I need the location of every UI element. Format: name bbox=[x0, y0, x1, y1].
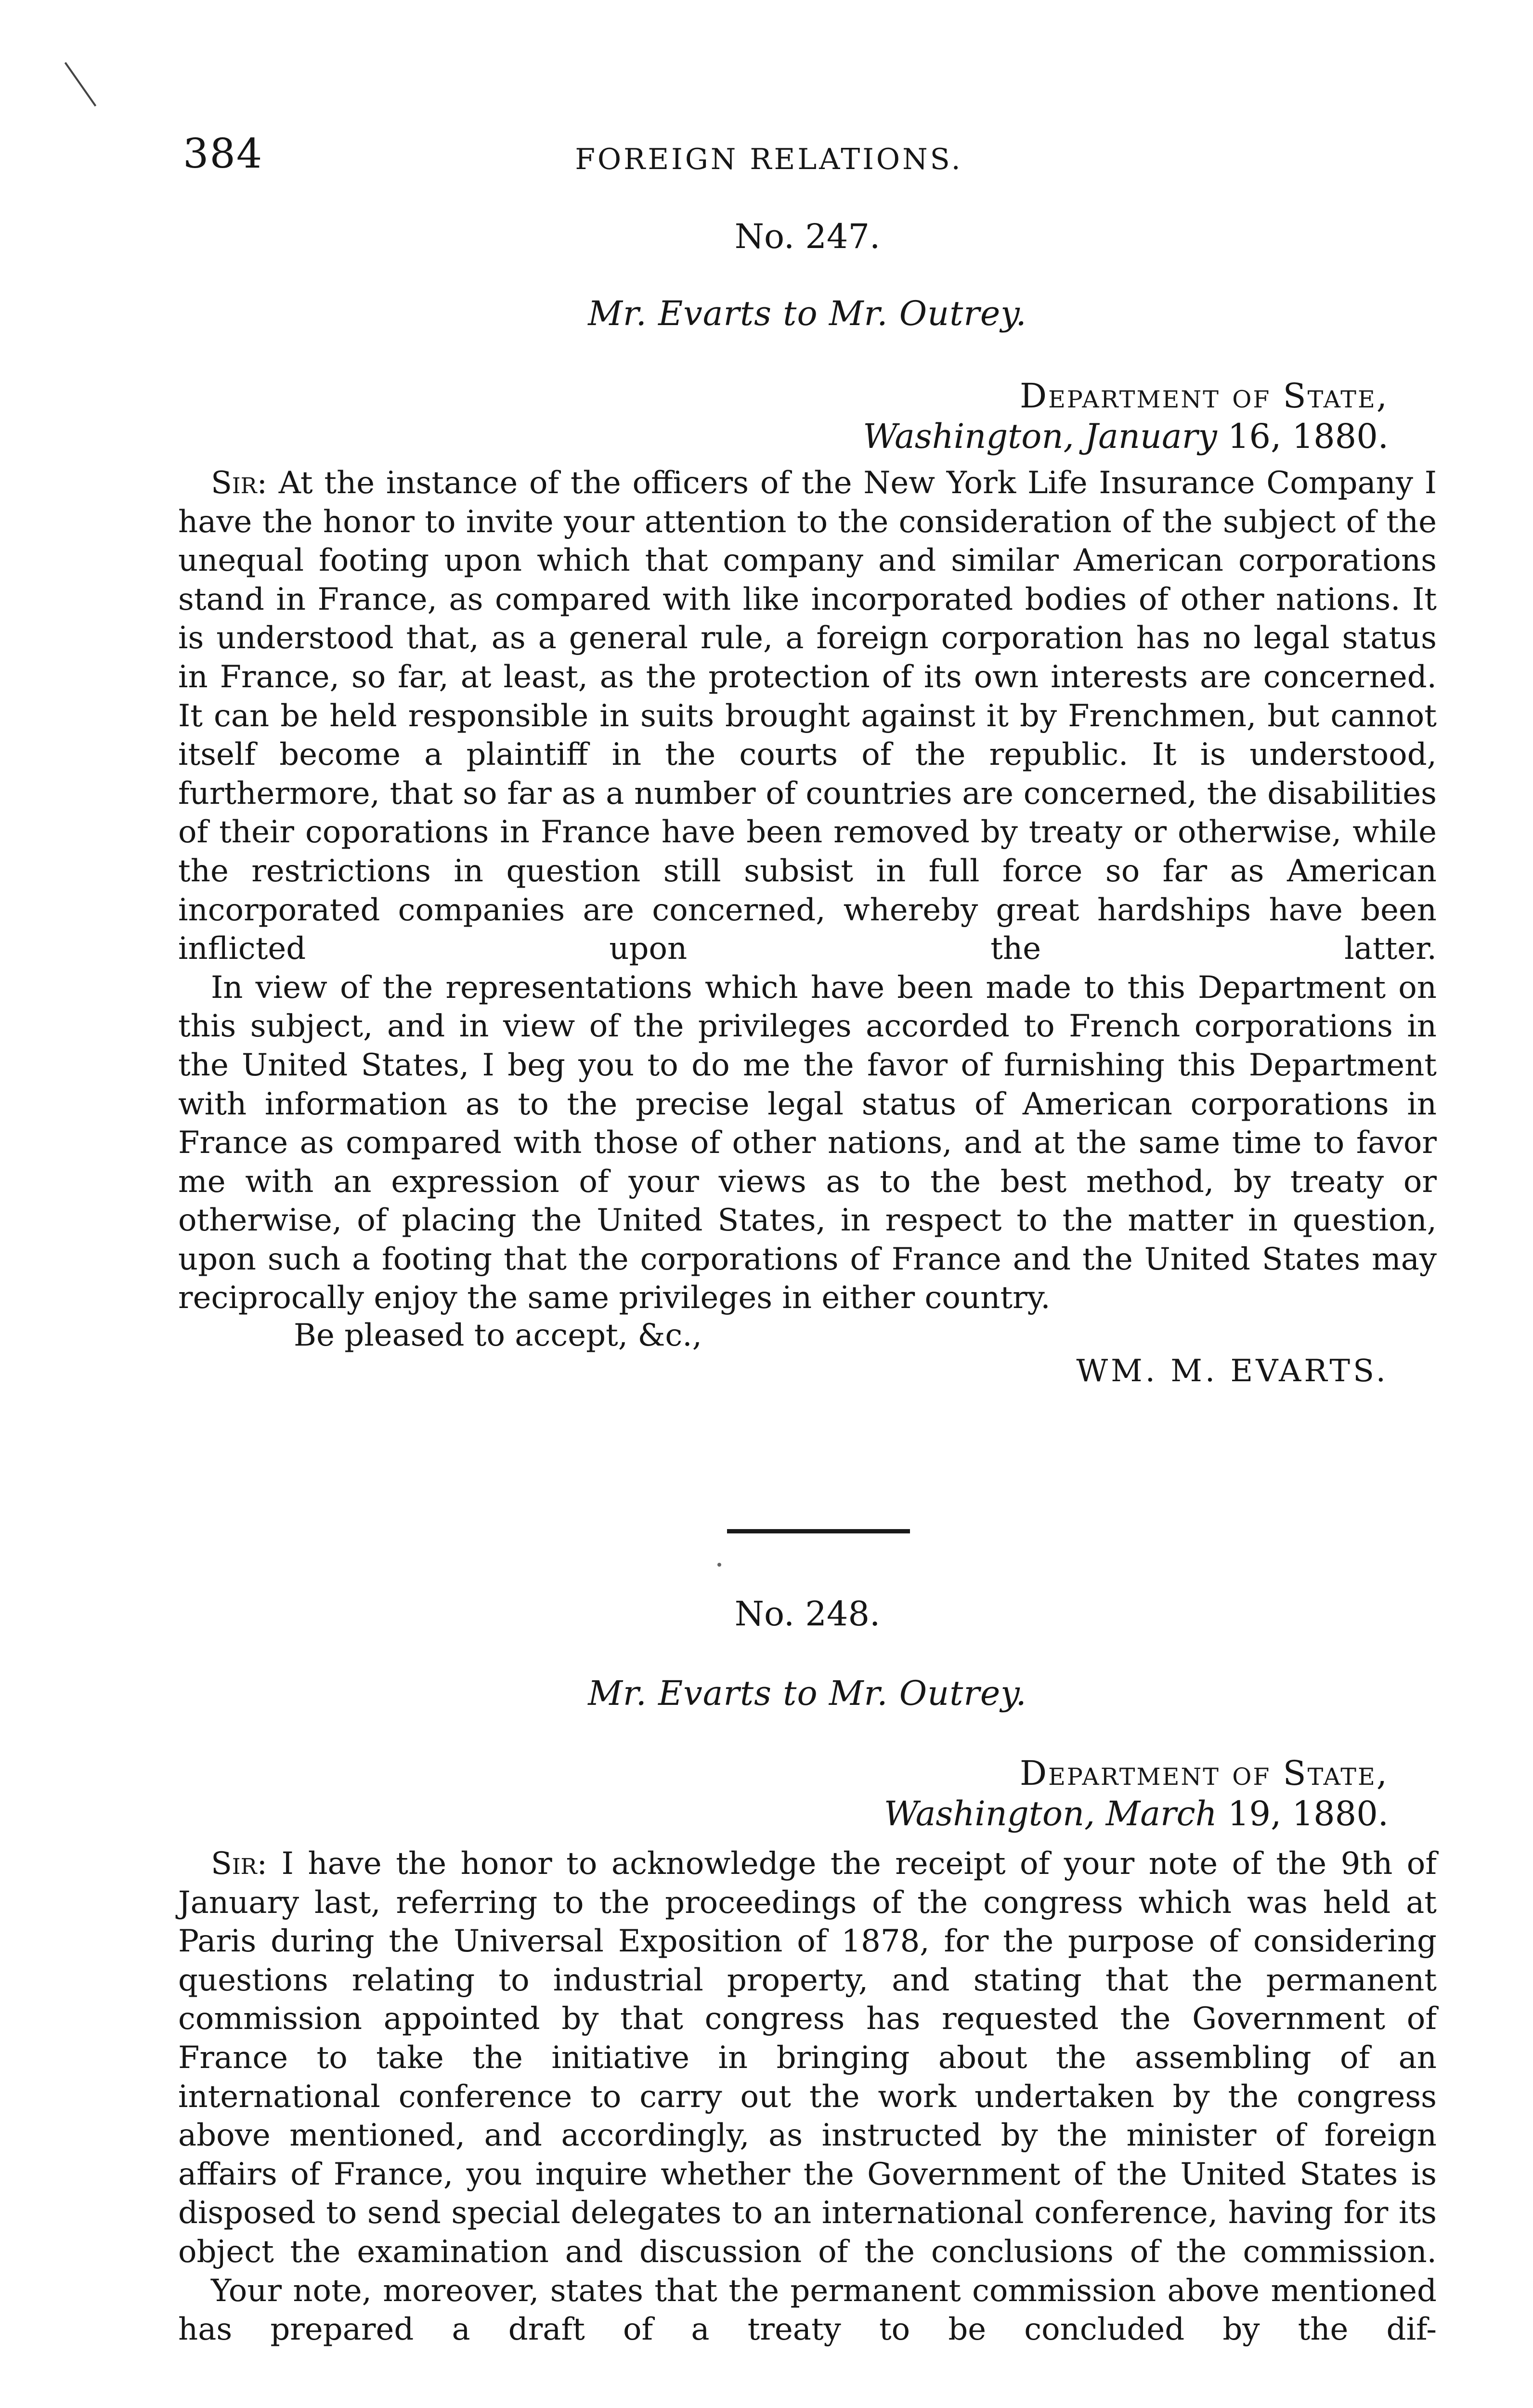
speck bbox=[717, 1563, 721, 1567]
doc-title: Mr. Evarts to Mr. Outrey. bbox=[588, 294, 1027, 333]
body-paragraph: Sir: I have the honor to acknowledge the receipt of your note of the 9th of January last, referring to the proceedings of the congress which was held at Paris during the Universal Exposition of 1878, for the purpose of considering questions relating to industrial property, and stating that the permanent commission appointed by that congress has requested the Government of France to take the initiative in bringing about the assembling of an international conference to carry out the work undertaken by the congress above mentioned, and accordingly, as instructed by the minister of foreign affairs of France, you inquire whether the Government of the United States is disposed to send special delegates to an international conference, having for its object the examination and discussion of the conclusions of the commission. bbox=[178, 1846, 1437, 2270]
doc-body bbox=[178, 464, 1437, 1389]
closing: Be pleased to accept, &c., bbox=[294, 1318, 702, 1354]
doc-address bbox=[178, 1753, 1437, 1834]
body-paragraph: Sir: At the instance of the officers of the New York Life Insurance Company I have the honor to invite your attention to the consideration of the subject of the unequal footing upon which that company and similar American corporations stand in France, as compared with like incorporated bodies of other nations. It is understood that, as a general rule, a foreign corporation has no legal status in France, so far, at least, as the protection of its own interests are concerned. It can be held responsible in suits brought against it by Frenchmen, but cannot itself become a plaintiff in the courts of the republic. It is understood, furthermore, that so far as a number of countries are concerned, the disabilities of their coporations in France have been removed by treaty or otherwise, while the restrictions in question still subsist in full force so far as American incorporated companies are concerned, whereby great hardships have been inflicted upon the latter. bbox=[178, 465, 1437, 967]
body-paragraph: Your note, moreover, states that the permanent commission above mentioned has prepared a draft of a treaty to be concluded by the dif- bbox=[178, 2273, 1437, 2348]
page-header bbox=[183, 130, 1355, 183]
doc-number: No. 248. bbox=[734, 1594, 881, 1634]
section-divider bbox=[727, 1529, 910, 1533]
page-number: 384 bbox=[183, 130, 263, 177]
date-line: Washington, January 16, 1880. bbox=[863, 417, 1389, 456]
salutation: Sir bbox=[211, 465, 257, 501]
doc-address bbox=[178, 376, 1437, 457]
address-line: Department of State, bbox=[1019, 376, 1389, 416]
running-head: FOREIGN RELATIONS. bbox=[575, 143, 963, 176]
salutation: Sir bbox=[211, 1846, 257, 1882]
doc-number: No. 247. bbox=[734, 217, 881, 256]
doc-body bbox=[178, 1845, 1437, 2349]
address-line: Department of State, bbox=[1019, 1754, 1389, 1793]
margin-pen-mark bbox=[65, 62, 96, 106]
body-paragraph: In view of the representations which have been made to this Department on this subject, and in view of the privileges accorded to French corporations in the United States, I beg you to do me the favor of furnishing this Department with information as to the precise legal status of American corporations in France as compared with those of other nations, and at the same time to favor me with an expression of your views as to the best method, by treaty or otherwise, of placing the United States, in respect to the matter in question, upon such a footing that the corporations of France and the United States may reciprocally enjoy the same privileges in either country. bbox=[178, 969, 1437, 1316]
date-line: Washington, March 19, 1880. bbox=[883, 1794, 1389, 1833]
signature: WM. M. EVARTS. bbox=[1076, 1353, 1389, 1389]
doc-title: Mr. Evarts to Mr. Outrey. bbox=[588, 1674, 1027, 1713]
